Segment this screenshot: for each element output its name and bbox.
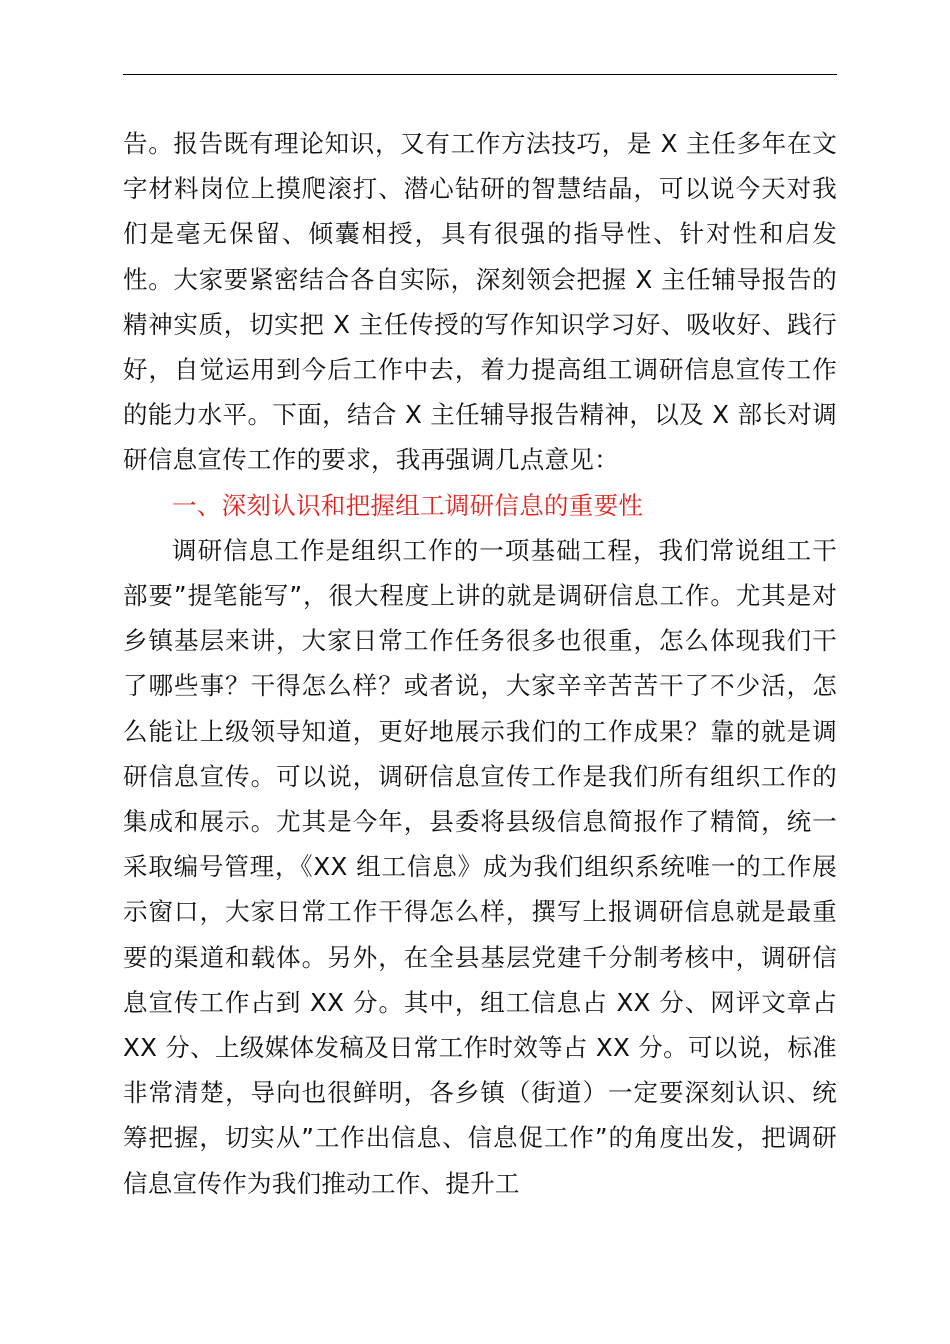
header-rule xyxy=(123,74,837,75)
paragraph-body: 调研信息工作是组织工作的一项基础工程，我们常说组工干部要”提笔能写”，很大程度上讲的就是调研信息工作。尤其是对乡镇基层来讲，大家日常工作任务很多也很重，怎么体现我们干了哪些事？干得怎么样？或者说，大家辛辛苦苦干了不少活，怎么能让上级领导知道，更好地展示我们的工作成果？靠的就是调研信息宣传。可以说，调研信息宣传工作是我们所有组织工作的集成和展示。尤其是今年，县委将县级信息简报作了精简，统一采取编号管理，《XX 组工信息》成为我们组织系统唯一的工作展示窗口，大家日常工作干得怎么样，撰写上报调研信息就是最重要的渠道和载体。另外，在全县基层党建千分制考核中，调研信息宣传工作占到 XX 分。其中，组工信息占 XX 分、网评文章占 XX 分、上级媒体发稿及日常工作时效等占 XX 分。可以说，标准非常清楚，导向也很鲜明，各乡镇（街道）一定要深刻认识、统筹把握，切实从”工作出信息、信息促工作”的角度出发，把调研信息宣传作为我们推动工作、提升工 xyxy=(123,535,837,1198)
paragraph-continuation: 告。报告既有理论知识，又有工作方法技巧，是 X 主任多年在文字材料岗位上摸爬滚打、潜心钻研的智慧结晶，可以说今天对我们是毫无保留、倾囊相授，具有很强的指导性、针对性和启发性。大家要紧密结合各自实际，深刻领会把握 X 主任辅导报告的精神实质，切实把 X 主任传授的写作知识学习好、吸收好、践行好，自觉运用到今后工作中去，着力提高组工调研信息宣传工作的能力水平。下面，结合 X 主任辅导报告精神，以及 X 部长对调研信息宣传工作的要求，我再强调几点意见： xyxy=(123,129,837,475)
document-body xyxy=(123,121,837,1206)
section-heading: 一、深刻认识和把握组工调研信息的重要性 xyxy=(172,490,644,520)
